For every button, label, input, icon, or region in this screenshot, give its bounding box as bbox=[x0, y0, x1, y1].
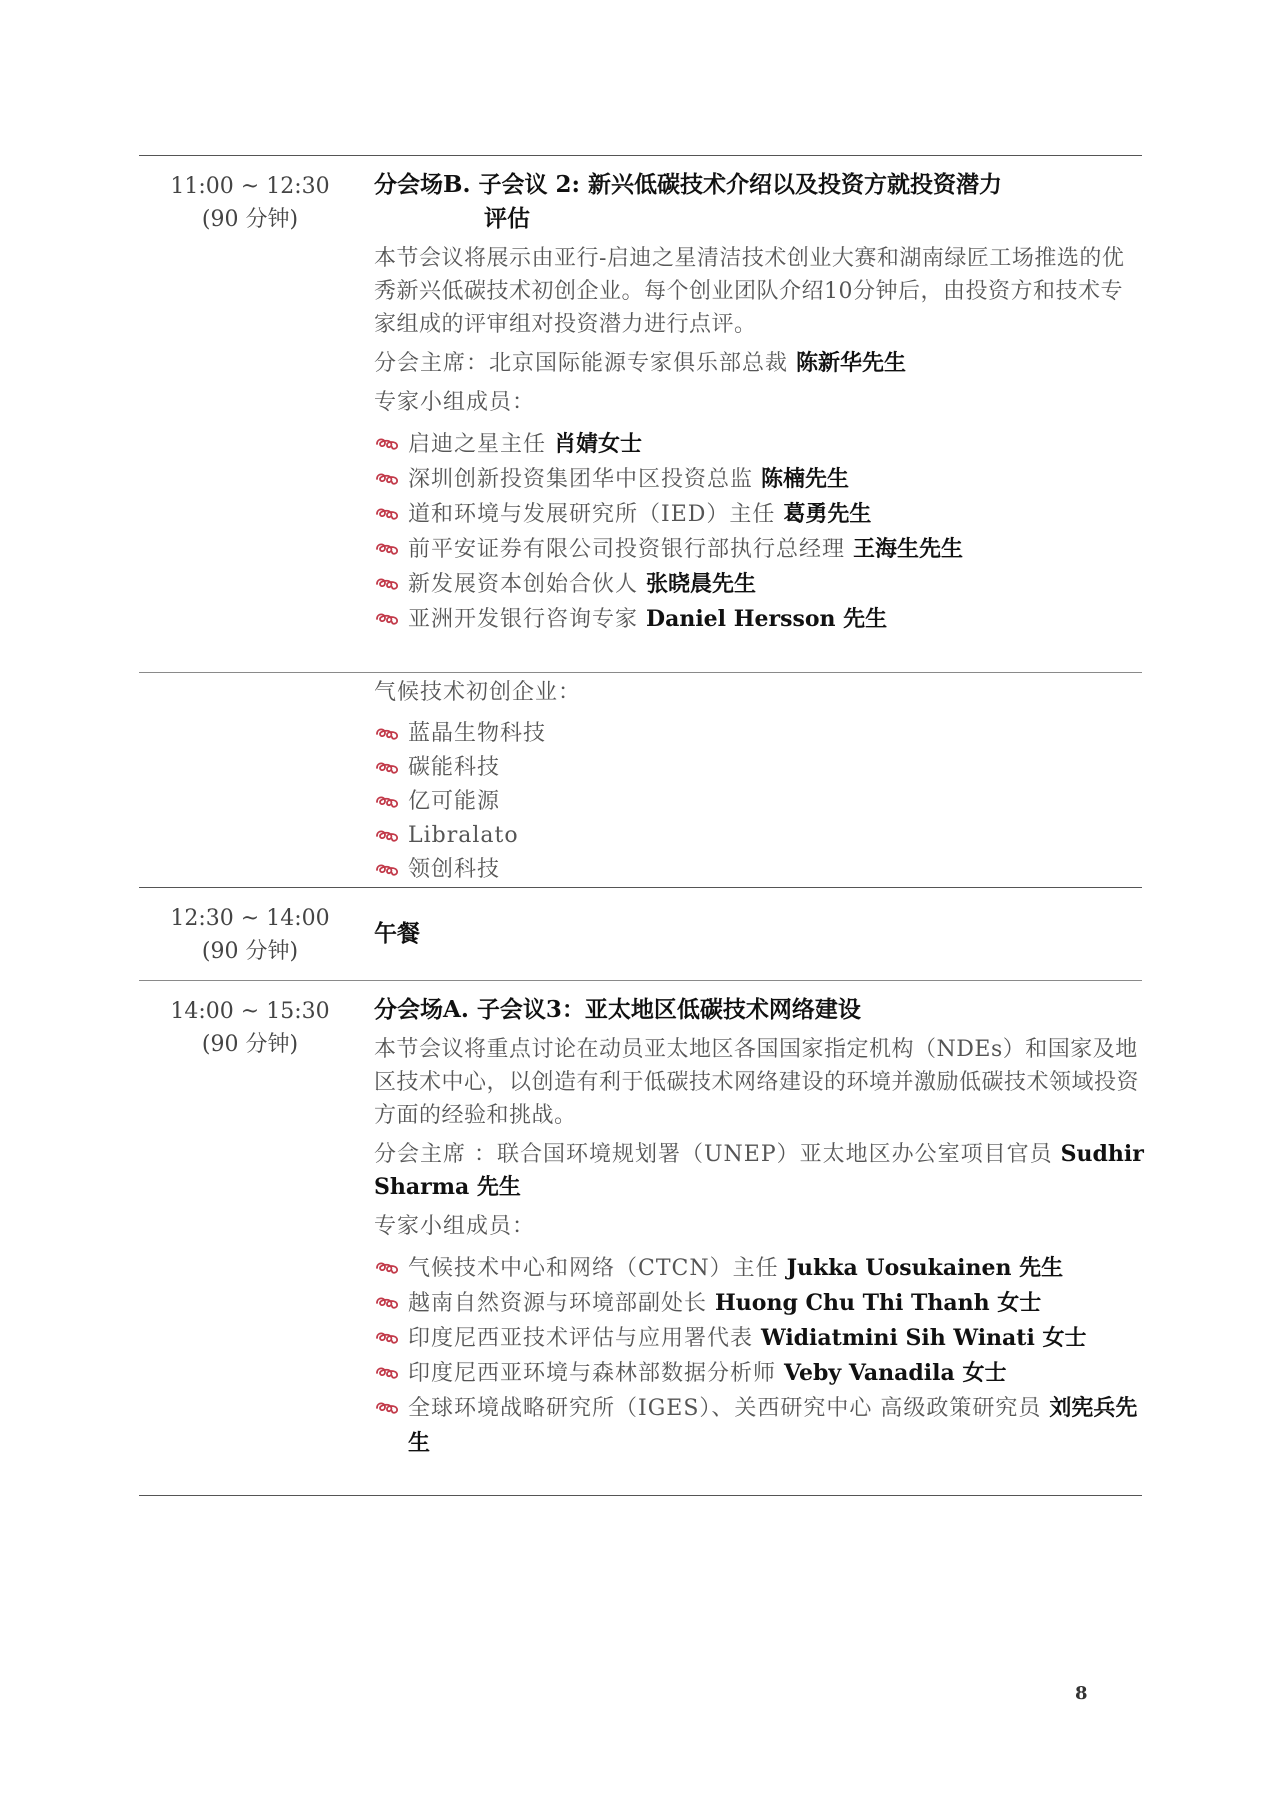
chair-line bbox=[374, 1138, 1144, 1204]
swirl-bullet-icon bbox=[374, 718, 400, 748]
session-title bbox=[374, 168, 1144, 236]
chair-line bbox=[374, 347, 1144, 380]
list-item: 碳能科技 bbox=[374, 751, 1144, 785]
list-item: Libralato bbox=[374, 819, 1144, 853]
bottom-rule bbox=[139, 1495, 1142, 1496]
panel-list bbox=[374, 427, 1144, 637]
duration: (90 分钟) bbox=[201, 1032, 299, 1057]
chair-name: 陈新华先生 bbox=[796, 350, 907, 376]
lunch-title: 午餐 bbox=[374, 920, 420, 947]
session-title: 分会场A. 子会议3：亚太地区低碳技术网络建设 bbox=[374, 996, 861, 1023]
swirl-bullet-icon bbox=[374, 1357, 400, 1387]
lunch-time bbox=[139, 902, 361, 968]
panel-label: 专家小组成员： bbox=[374, 390, 536, 415]
list-item: 深圳创新投资集团华中区投资总监 陈楠先生 bbox=[374, 462, 1144, 497]
page-number: 8 bbox=[1075, 1683, 1088, 1704]
swirl-bullet-icon bbox=[374, 533, 400, 563]
duration: (90 分钟) bbox=[201, 207, 299, 232]
swirl-bullet-icon bbox=[374, 603, 400, 633]
lunch-content bbox=[374, 917, 1144, 951]
panel-label: 专家小组成员： bbox=[374, 1214, 536, 1239]
swirl-bullet-icon bbox=[374, 1252, 400, 1282]
session-description: 本节会议将展示由亚行-启迪之星清洁技术创业大赛和湖南绿匠工场推选的优秀新兴低碳技术初创企业。每个创业团队介绍10分钟后，由投资方和技术专家组成的评审组对投资潜力进行点评。 bbox=[374, 246, 1125, 337]
swirl-bullet-icon bbox=[374, 1322, 400, 1352]
list-item: 亿可能源 bbox=[374, 785, 1144, 819]
list-item: 全球环境战略研究所（IGES）、关西研究中心 高级政策研究员 刘宪兵先生 bbox=[374, 1391, 1144, 1461]
lunch-bottom-rule bbox=[139, 980, 1142, 981]
top-rule bbox=[139, 155, 1142, 156]
swirl-bullet-icon bbox=[374, 854, 400, 884]
panel-list bbox=[374, 1251, 1144, 1461]
swirl-bullet-icon bbox=[374, 1392, 400, 1422]
list-item: 印度尼西亚环境与森林部数据分析师 Veby Vanadila 女士 bbox=[374, 1356, 1144, 1391]
list-item: 蓝晶生物科技 bbox=[374, 717, 1144, 751]
lunch-top-rule bbox=[139, 887, 1142, 888]
list-item: 越南自然资源与环境部副处长 Huong Chu Thi Thanh 女士 bbox=[374, 1286, 1144, 1321]
time-range: 11:00 ~ 12:30 bbox=[170, 174, 330, 199]
swirl-bullet-icon bbox=[374, 786, 400, 816]
swirl-bullet-icon bbox=[374, 820, 400, 850]
session-b-time bbox=[139, 170, 361, 236]
list-item: 亚洲开发银行咨询专家 Daniel Hersson 先生 bbox=[374, 602, 1144, 637]
swirl-bullet-icon bbox=[374, 1287, 400, 1317]
session-description: 本节会议将重点讨论在动员亚太地区各国国家指定机构（NDEs）和国家及地区技术中心，以创造有利于低碳技术网络建设的环境并激励低碳技术领域投资方面的经验和挑战。 bbox=[374, 1037, 1140, 1128]
startups-label: 气候技术初创企业： bbox=[374, 680, 582, 705]
session-b-content bbox=[374, 168, 1144, 637]
list-item: 新发展资本创始合伙人 张晓晨先生 bbox=[374, 567, 1144, 602]
session-a-content bbox=[374, 993, 1144, 1461]
list-item: 前平安证券有限公司投资银行部执行总经理 王海生先生 bbox=[374, 532, 1144, 567]
chair-name: Sudhir Sharma 先生 bbox=[374, 1141, 1144, 1200]
time-range: 12:30 ~ 14:00 bbox=[170, 906, 330, 931]
time-range: 14:00 ~ 15:30 bbox=[170, 999, 330, 1024]
list-item: 印度尼西亚技术评估与应用署代表 Widiatmini Sih Winati 女士 bbox=[374, 1321, 1144, 1356]
startups-block bbox=[374, 670, 1144, 887]
session-title-line2: 评估 bbox=[484, 205, 530, 232]
list-item: 道和环境与发展研究所（IED）主任 葛勇先生 bbox=[374, 497, 1144, 532]
session-a-time bbox=[139, 995, 361, 1061]
list-item: 气候技术中心和网络（CTCN）主任 Jukka Uosukainen 先生 bbox=[374, 1251, 1144, 1286]
list-item: 领创科技 bbox=[374, 853, 1144, 887]
duration: (90 分钟) bbox=[201, 939, 299, 964]
list-item: 启迪之星主任 肖婧女士 bbox=[374, 427, 1144, 462]
session-title-line1: 分会场B. 子会议 2: 新兴低碳技术介绍以及投资方就投资潜力 bbox=[374, 171, 1002, 198]
swirl-bullet-icon bbox=[374, 463, 400, 493]
swirl-bullet-icon bbox=[374, 428, 400, 458]
startups-list bbox=[374, 717, 1144, 887]
swirl-bullet-icon bbox=[374, 752, 400, 782]
chair-label: 分会主席：北京国际能源专家俱乐部总裁 bbox=[374, 351, 796, 376]
swirl-bullet-icon bbox=[374, 498, 400, 528]
swirl-bullet-icon bbox=[374, 568, 400, 598]
chair-label: 分会主席 ：联合国环境规划署（UNEP）亚太地区办公室项目官员 bbox=[374, 1142, 1061, 1167]
